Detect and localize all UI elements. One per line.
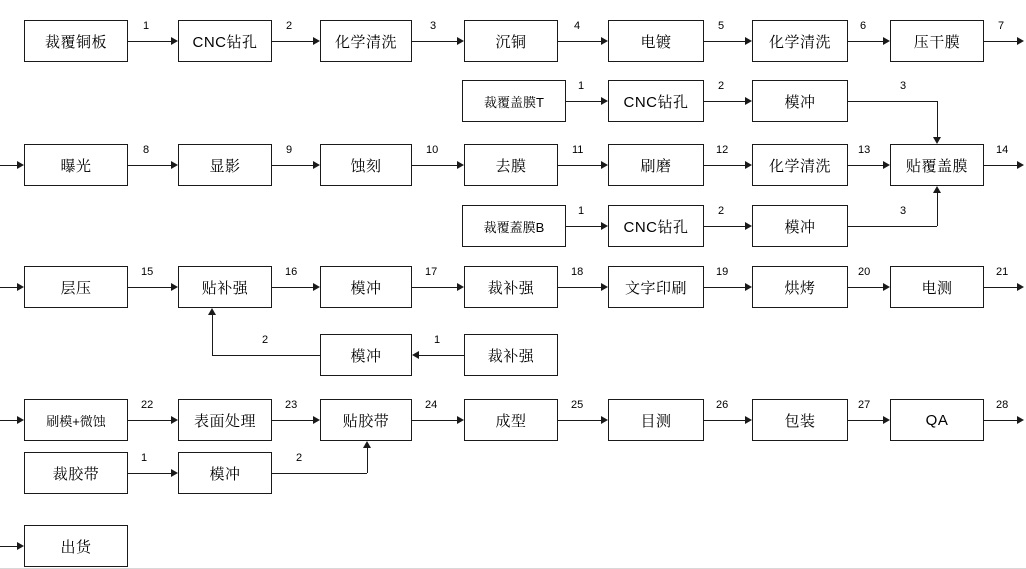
- connector: [704, 287, 745, 288]
- process-node[interactable]: 模冲: [320, 334, 412, 376]
- connector: [558, 287, 601, 288]
- connector: [937, 101, 938, 137]
- arrow-right-icon: [601, 283, 608, 291]
- connector: [128, 287, 171, 288]
- edge-label: 21: [996, 266, 1009, 278]
- edge-label: 1: [141, 452, 148, 464]
- process-node[interactable]: 裁胶带: [24, 452, 128, 494]
- arrow-right-icon: [17, 542, 24, 550]
- arrow-right-icon: [313, 161, 320, 169]
- connector: [0, 287, 17, 288]
- arrow-right-icon: [313, 37, 320, 45]
- arrow-right-icon: [745, 283, 752, 291]
- arrow-right-icon: [1017, 161, 1024, 169]
- edge-label: 20: [858, 266, 871, 278]
- arrow-right-icon: [601, 97, 608, 105]
- edge-label: 2: [286, 20, 293, 32]
- connector: [848, 420, 883, 421]
- process-node[interactable]: 压干膜: [890, 20, 984, 62]
- process-node[interactable]: 成型: [464, 399, 558, 441]
- process-node[interactable]: 裁覆蓋膜B: [462, 205, 566, 247]
- arrow-up-icon: [933, 186, 941, 193]
- edge-label: 6: [860, 20, 867, 32]
- connector: [558, 420, 601, 421]
- connector: [412, 41, 457, 42]
- process-node[interactable]: 文字印刷: [608, 266, 704, 308]
- edge-label: 25: [571, 399, 584, 411]
- edge-label: 2: [718, 80, 725, 92]
- arrow-right-icon: [171, 283, 178, 291]
- arrow-right-icon: [883, 416, 890, 424]
- connector: [128, 420, 171, 421]
- arrow-right-icon: [745, 37, 752, 45]
- edge-label: 24: [425, 399, 438, 411]
- process-node[interactable]: 裁覆盖膜T: [462, 80, 566, 122]
- arrow-right-icon: [17, 283, 24, 291]
- connector: [272, 165, 313, 166]
- edge-label: 26: [716, 399, 729, 411]
- arrow-right-icon: [17, 416, 24, 424]
- connector: [272, 473, 367, 474]
- process-node[interactable]: 裁补强: [464, 266, 558, 308]
- connector: [984, 41, 1019, 42]
- edge-label: 22: [141, 399, 154, 411]
- process-node[interactable]: 刷磨: [608, 144, 704, 186]
- connector: [704, 101, 745, 102]
- arrow-right-icon: [601, 416, 608, 424]
- arrow-right-icon: [1017, 283, 1024, 291]
- edge-label: 4: [574, 20, 581, 32]
- edge-label: 16: [285, 266, 298, 278]
- arrow-up-icon: [208, 308, 216, 315]
- edge-label: 3: [900, 80, 907, 92]
- edge-label: 10: [426, 144, 439, 156]
- process-node[interactable]: 包装: [752, 399, 848, 441]
- process-node[interactable]: 去膜: [464, 144, 558, 186]
- process-node[interactable]: 蚀刻: [320, 144, 412, 186]
- connector: [272, 420, 313, 421]
- process-node[interactable]: 显影: [178, 144, 272, 186]
- arrow-right-icon: [171, 37, 178, 45]
- connector: [272, 41, 313, 42]
- arrow-right-icon: [457, 416, 464, 424]
- connector: [0, 165, 17, 166]
- edge-label: 2: [296, 452, 303, 464]
- edge-label: 19: [716, 266, 729, 278]
- edge-label: 3: [430, 20, 437, 32]
- edge-label: 18: [571, 266, 584, 278]
- process-node[interactable]: CNC钻孔: [178, 20, 272, 62]
- edge-label: 14: [996, 144, 1009, 156]
- connector: [704, 226, 745, 227]
- connector: [848, 165, 883, 166]
- arrow-right-icon: [171, 469, 178, 477]
- process-node[interactable]: 模冲: [178, 452, 272, 494]
- connector: [848, 41, 883, 42]
- edge-label: 1: [578, 205, 585, 217]
- connector: [704, 165, 745, 166]
- connector: [272, 287, 313, 288]
- process-node[interactable]: 层压: [24, 266, 128, 308]
- connector: [128, 41, 171, 42]
- process-node[interactable]: QA: [890, 399, 984, 441]
- connector: [419, 355, 464, 356]
- process-node[interactable]: 贴覆盖膜: [890, 144, 984, 186]
- process-node[interactable]: CNC钻孔: [608, 205, 704, 247]
- connector: [558, 165, 601, 166]
- process-node[interactable]: CNC钻孔: [608, 80, 704, 122]
- process-node[interactable]: 贴补强: [178, 266, 272, 308]
- process-node[interactable]: 化学清洗: [320, 20, 412, 62]
- arrow-right-icon: [745, 161, 752, 169]
- edge-label: 1: [578, 80, 585, 92]
- connector: [848, 101, 937, 102]
- arrow-right-icon: [601, 161, 608, 169]
- edge-label: 3: [900, 205, 907, 217]
- edge-label: 2: [262, 334, 269, 346]
- arrow-down-icon: [933, 137, 941, 144]
- arrow-right-icon: [1017, 416, 1024, 424]
- process-node[interactable]: 电测: [890, 266, 984, 308]
- process-node[interactable]: 裁补强: [464, 334, 558, 376]
- connector: [558, 41, 601, 42]
- arrow-right-icon: [601, 222, 608, 230]
- arrow-left-icon: [412, 351, 419, 359]
- arrow-right-icon: [1017, 37, 1024, 45]
- connector: [566, 101, 601, 102]
- edge-label: 13: [858, 144, 871, 156]
- process-node[interactable]: 目测: [608, 399, 704, 441]
- process-node[interactable]: 表面处理: [178, 399, 272, 441]
- arrow-up-icon: [363, 441, 371, 448]
- arrow-right-icon: [745, 97, 752, 105]
- arrow-right-icon: [17, 161, 24, 169]
- connector: [412, 165, 457, 166]
- process-node[interactable]: 贴胶带: [320, 399, 412, 441]
- arrow-right-icon: [457, 37, 464, 45]
- arrow-right-icon: [601, 37, 608, 45]
- process-node[interactable]: 模冲: [320, 266, 412, 308]
- connector: [848, 287, 883, 288]
- connector: [412, 287, 457, 288]
- arrow-right-icon: [745, 416, 752, 424]
- connector: [212, 315, 213, 355]
- arrow-right-icon: [313, 416, 320, 424]
- arrow-right-icon: [883, 37, 890, 45]
- connector: [984, 287, 1019, 288]
- arrow-right-icon: [313, 283, 320, 291]
- edge-label: 9: [286, 144, 293, 156]
- edge-label: 5: [718, 20, 725, 32]
- arrow-right-icon: [883, 161, 890, 169]
- connector: [704, 41, 745, 42]
- arrow-right-icon: [171, 416, 178, 424]
- edge-label: 28: [996, 399, 1009, 411]
- process-node[interactable]: 烘烤: [752, 266, 848, 308]
- process-node[interactable]: 电镀: [608, 20, 704, 62]
- connector: [984, 420, 1019, 421]
- edge-label: 7: [998, 20, 1005, 32]
- process-node[interactable]: 曝光: [24, 144, 128, 186]
- process-node[interactable]: 沉铜: [464, 20, 558, 62]
- connector: [566, 226, 601, 227]
- connector: [937, 193, 938, 226]
- connector: [212, 355, 320, 356]
- process-node[interactable]: 刷模+微蚀: [24, 399, 128, 441]
- connector: [412, 420, 457, 421]
- arrow-right-icon: [457, 283, 464, 291]
- process-node[interactable]: 裁覆铜板: [24, 20, 128, 62]
- edge-label: 23: [285, 399, 298, 411]
- edge-label: 12: [716, 144, 729, 156]
- arrow-right-icon: [883, 283, 890, 291]
- edge-label: 1: [434, 334, 441, 346]
- arrow-right-icon: [171, 161, 178, 169]
- connector: [128, 165, 171, 166]
- process-node[interactable]: 化学清洗: [752, 20, 848, 62]
- connector: [0, 546, 17, 547]
- edge-label: 1: [143, 20, 150, 32]
- connector: [984, 165, 1019, 166]
- edge-label: 2: [718, 205, 725, 217]
- edge-label: 8: [143, 144, 150, 156]
- edge-label: 15: [141, 266, 154, 278]
- arrow-right-icon: [457, 161, 464, 169]
- connector: [0, 420, 17, 421]
- edge-label: 27: [858, 399, 871, 411]
- process-node[interactable]: 模冲: [752, 80, 848, 122]
- process-node[interactable]: 化学清洗: [752, 144, 848, 186]
- arrow-right-icon: [745, 222, 752, 230]
- process-node[interactable]: 模冲: [752, 205, 848, 247]
- connector: [367, 448, 368, 473]
- edge-label: 17: [425, 266, 438, 278]
- connector: [704, 420, 745, 421]
- connector: [848, 226, 937, 227]
- process-node[interactable]: 出货: [24, 525, 128, 567]
- edge-label: 11: [572, 144, 584, 156]
- connector: [128, 473, 171, 474]
